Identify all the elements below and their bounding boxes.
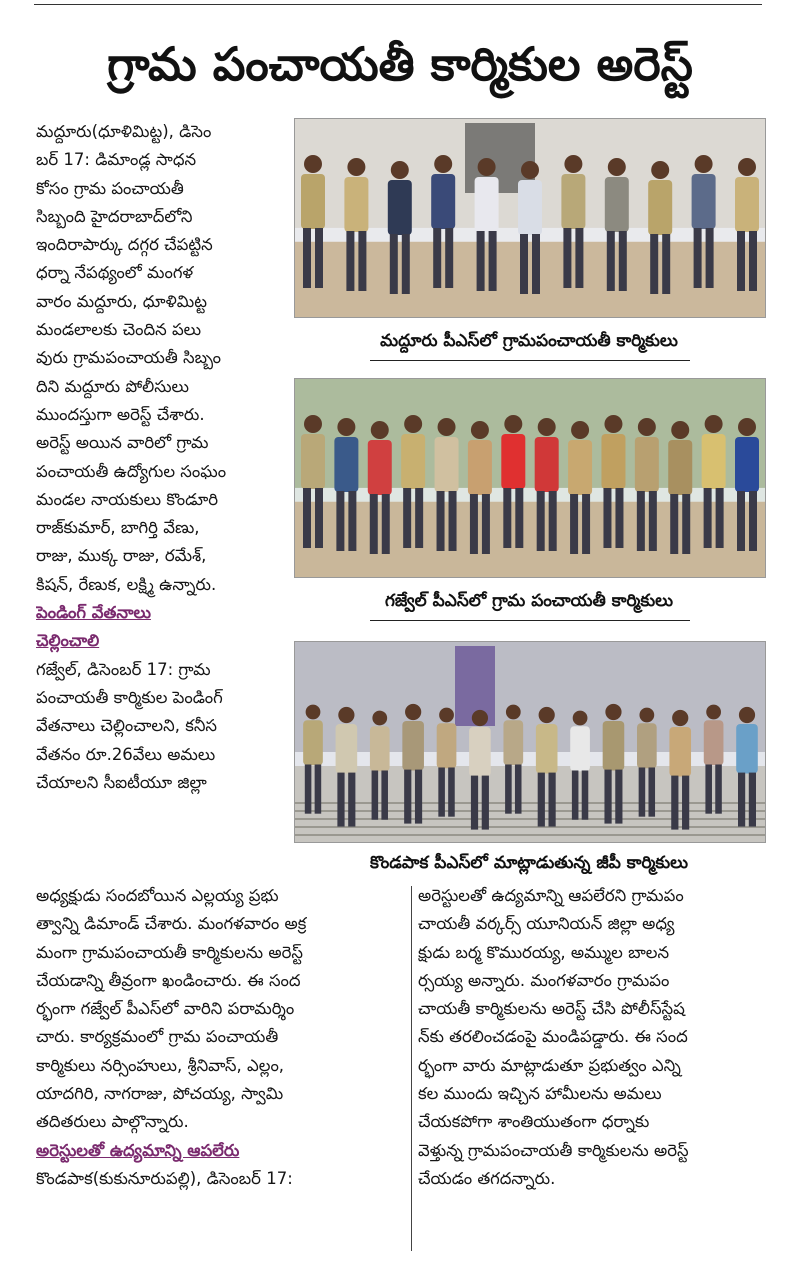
text-line: రాజు, ముక్క రాజు, రమేశ్, (36, 546, 207, 566)
text-line: ర్భంగా గజ్వేల్ పీఎస్‌లో వారిని పరామర్శిం (36, 999, 295, 1019)
text-line: చాయతీ కార్మికులను అరెస్ట్ చేసి పోలీస్‌స్టేష (418, 999, 685, 1019)
photo-kondapaka (294, 641, 766, 843)
text-line: మద్దూరు(ధూళిమిట్ట), డిసెం (36, 122, 212, 141)
text-line: ర్సయ్య అన్నారు. మంగళవారం గ్రామపం (418, 970, 670, 990)
text-line: దిని మద్దూరు పోలీసులు (36, 376, 189, 396)
headline: గ్రామ పంచాయతీ కార్మికుల అరెస్ట్ (107, 37, 693, 91)
text-line: వేతనం రూ.26వేలు అమలు (36, 744, 216, 764)
text-line: ధర్నా నేపథ్యంలో మంగళ (36, 263, 194, 283)
text-line: వారం మద్దూరు, ధూళిమిట్ట (36, 291, 207, 311)
text-line: అధ్యక్షుడు సందబోయిన ఎల్లయ్య ప్రభు (36, 886, 279, 905)
text-line: చాయతీ వర్కర్స్ యూనియన్ జిల్లా అధ్య (418, 914, 675, 934)
text-line: ఇందిరాపార్కు దగ్గర చేపట్టిన (36, 235, 213, 255)
wide-column (36, 882, 408, 1193)
caption-rule-2 (370, 620, 690, 621)
text-line: సిబ్బంది హైదరాబాద్‌లోని (36, 206, 193, 226)
caption-kondapaka: కొండపాక పీఎస్‌లో మాట్లాడుతున్న జీపీ కార్మికులు (369, 853, 689, 873)
top-rule (34, 4, 762, 5)
text-line: తదితరులు పాల్గొన్నారు. (36, 1112, 189, 1132)
column-divider (411, 886, 412, 1251)
text-line: న్‌కు తరలించడంపై మండిపడ్డారు. ఈ సంద (418, 1027, 688, 1047)
caption-gajwel: గజ్వేల్ పీఎస్‌లో గ్రామ పంచాయతీ కార్మికులు (384, 591, 674, 611)
text-line: క్షుడు బర్మ కొమురయ్య, అమ్ముల బాలన (418, 942, 670, 962)
text-line: కిషన్, రేణుక, లక్ష్మి ఉన్నారు. (36, 574, 217, 594)
text-line: త్వాన్ని డిమాండ్ చేశారు. మంగళవారం అక్ర (36, 914, 307, 934)
caption-rule-1 (370, 360, 690, 361)
text-line: పంచాయతీ కార్మికుల పెండింగ్ (36, 687, 223, 707)
text-line: మండలాలకు చెందిన పలు (36, 320, 202, 340)
photo-gajwel (294, 378, 766, 578)
text-line: పంచాయతీ ఉద్యోగుల సంఘం (36, 461, 227, 481)
text-line: చేయాలని సీఐటీయూ జిల్లా (36, 772, 207, 792)
text-line: బర్ 17: డిమాండ్ల సాధన (36, 150, 197, 170)
right-column (418, 882, 766, 1193)
text-line: కొండపాక(కుకునూరుపల్లి), డిసెంబర్ 17: (36, 1168, 293, 1188)
text-line: చేయడం తగదన్నారు. (418, 1168, 556, 1188)
text-line: గజ్వేల్, డిసెంబర్ 17: గ్రామ (36, 659, 211, 679)
text-line: కోసం గ్రామ పంచాయతీ (36, 178, 184, 198)
text-line: పెండింగ్ వేతనాలు (36, 603, 151, 623)
text-line: ముందస్తుగా అరెస్ట్ చేశారు. (36, 404, 205, 424)
text-line: చేయకపోగా శాంతియుతంగా ధర్నాకు (418, 1112, 650, 1132)
text-line: చారు. కార్యక్రమంలో గ్రామ పంచాయతీ (36, 1027, 279, 1047)
left-column (36, 118, 288, 797)
text-line: రాజ్‌కుమార్, బాగిర్తి వేణు, (36, 518, 200, 538)
text-line: కార్మికులు నర్సింహులు, శ్రీనివాస్, ఎల్లం, (36, 1055, 285, 1075)
photo-madduru (294, 118, 766, 318)
text-line: చేయడాన్ని తీవ్రంగా ఖండించారు. ఈ సంద (36, 970, 301, 990)
subheading: అరెస్టులతో ఉద్యమాన్ని ఆపలేరు (36, 1140, 240, 1160)
text-line: అరెస్ట్ అయిన వారిలో గ్రామ (36, 433, 209, 453)
text-line: యాదగిరి, నాగరాజు, పోచయ్య, స్వామి (36, 1084, 284, 1104)
text-line: వెళ్తున్న గ్రామపంచాయతీ కార్మికులను అరెస్ట్ (418, 1140, 689, 1160)
text-line: కల ముందు ఇచ్చిన హామీలను అమలు (418, 1084, 662, 1104)
text-line: వేతనాలు చెల్లించాలని, కనీస (36, 716, 217, 736)
text-line: మంగా గ్రామపంచాయతీ కార్మికులను అరెస్ట్ (36, 942, 303, 962)
caption-madduru: మద్దూరు పీఎస్‌లో గ్రామపంచాయతీ కార్మికులు (380, 331, 678, 351)
text-line: అరెస్టులతో ఉద్యమాన్ని ఆపలేరని గ్రామపం (418, 886, 684, 905)
text-line: వురు గ్రామపంచాయతీ సిబ్బం (36, 348, 221, 368)
text-line: ర్భంగా వారు మాట్లాడుతూ ప్రభుత్వం ఎన్ని (418, 1055, 681, 1075)
text-line: చెల్లించాలి (36, 631, 100, 651)
text-line: మండల నాయకులు కొండూరి (36, 489, 219, 509)
